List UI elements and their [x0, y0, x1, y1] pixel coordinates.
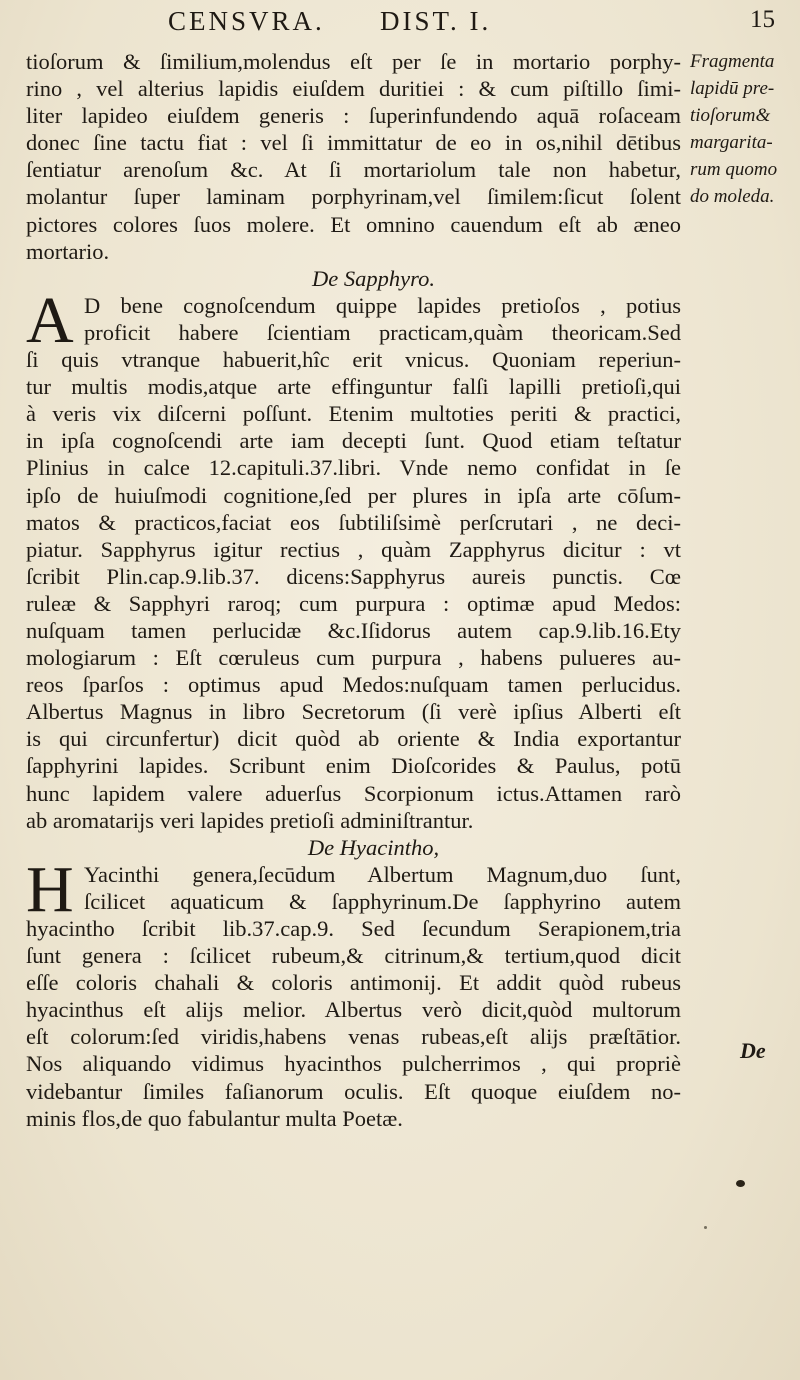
margin-note-line: tioſorum&: [690, 105, 771, 127]
running-head-dist: DIST. I.: [380, 6, 492, 36]
ink-spot: [704, 1226, 707, 1229]
text-line: Nos aliquando vidimus hyacinthos pulcherrimos , qui propriè: [26, 1051, 681, 1077]
text-line: rino , vel alterius lapidis eiuſdem duritiei : & cum piſtillo ſimi-: [26, 76, 681, 102]
section-heading-hyacintho: De Hyacintho,: [307, 834, 440, 860]
drop-cap-initial: H: [26, 852, 74, 926]
paragraph-sapphyro: [26, 283, 681, 834]
margin-note-line: do moleda.: [690, 186, 775, 208]
text-line: minis flos,de quo fabulantur multa Poetæ.: [26, 1105, 403, 1131]
text-line: ſcribit Plin.cap.9.lib.37. dicens:Sapphyrus aureis punctis. Cœ: [26, 563, 681, 589]
running-head: [168, 6, 648, 40]
text-line: videbantur ſimiles faſianorum oculis. Eſt quoque eiuſdem no-: [26, 1078, 681, 1104]
text-line: pictores colores ſuos molere. Et omnino cauendum eſt ab æneo: [26, 211, 681, 237]
text-line: eſt colorum:ſed viridis,habens venas rubeas,eſt alijs præſtātior.: [26, 1024, 681, 1050]
text-line: Albertus Magnus in libro Secretorum (ſi verè ipſius Alberti eſt: [26, 699, 681, 725]
text-line: tioſorum & ſimilium,molendus eſt per ſe in mortario porphy-: [26, 49, 681, 74]
text-line: D bene cognoſcendum quippe lapides pretioſos , potius: [84, 292, 681, 318]
text-line: matos & practicos,faciat eos ſubtiliſsimè perſcrutari , ne deci-: [26, 509, 681, 535]
text-line: mortario.: [26, 238, 110, 264]
text-line: molantur ſuper laminam porphyrinam,vel ſimilem:ſicut ſolent: [26, 184, 681, 210]
margin-note-line: rum quomo: [690, 159, 778, 181]
text-line: donec ſine tactu fiat : vel ſi immittatur de eo in os,nihil dētibus: [26, 130, 681, 156]
text-line: ſi quis vtranque habuerit,hîc erit vnicus. Quoniam reperiun-: [26, 347, 681, 373]
text-line: proficit habere ſcientiam practicam,quàm theoricam.Sed: [84, 319, 681, 345]
text-line: liter lapideo eiuſdem generis : ſuperinfundendo aquā roſaceam: [26, 103, 681, 129]
text-line: eſſe coloris chahali & coloris antimonij. Et addit quòd rubeus: [26, 970, 681, 996]
paragraph-hyacintho: [26, 852, 681, 1132]
text-line: ſapphyrini lapides. Scribunt enim Dioſcorides & Paulus, potū: [26, 753, 681, 779]
text-line: tur multis modis,atque arte effinguntur falſi lapilli pretioſi,qui: [26, 374, 681, 400]
text-line: ſunt genera : ſcilicet rubeum,& citrinum,& tertium,quod dicit: [26, 943, 681, 969]
text-line: Plinius in calce 12.capituli.37.libri. Vnde nemo confidat in ſe: [26, 455, 681, 481]
text-line: hyacintho ſcribit lib.37.cap.9. Sed ſecundum Serapionem,tria: [26, 916, 681, 941]
text-line: ipſo de huiuſmodi cognitione,ſed per plures in ipſa arte cōſum-: [26, 482, 681, 508]
text-line: Yacinthi genera,ſecūdum Albertum Magnum,duo ſunt,: [84, 861, 681, 887]
text-line: ſentiatur arenoſum &c. At ſi mortariolum tale non habetur,: [26, 157, 681, 183]
text-line: ruleæ & Sapphyri raroq; cum purpura : optimæ apud Medos:: [26, 590, 681, 616]
text-line: mologiarum : Eſt cœruleus cum purpura , habens pulueres au-: [26, 645, 681, 671]
text-line: hyacinthus eſt alijs melior. Albertus verò dicit,quòd multorum: [26, 997, 681, 1023]
text-line: reos ſparſos : optimus apud Medos:nuſquam tamen perlucidus.: [26, 672, 681, 698]
text-line: piatur. Sapphyrus igitur rectius , quàm Zapphyrus dicitur : vt: [26, 536, 681, 562]
main-text: [26, 48, 681, 1132]
section-heading-sapphyro: De Sapphyro.: [312, 265, 435, 291]
text-line: hunc lapidem valere aduerſus Scorpionum ictus.Attamen rarò: [26, 780, 681, 806]
ink-spot: [736, 1180, 745, 1187]
text-line: in ipſa cognoſcendi arte iam decepti ſunt. Quod etiam teſtatur: [26, 428, 681, 454]
margin-note-line: Fragmenta: [690, 51, 775, 72]
paragraph-continuation: [26, 48, 681, 265]
margin-note: [690, 48, 798, 211]
text-line: ab aromatarijs veri lapides pretioſi adminiſtrantur.: [26, 807, 474, 833]
margin-note-line: lapidū pre-: [690, 78, 775, 100]
margin-note-line: margarita-: [690, 132, 773, 154]
running-head-title: CENSVRA.: [168, 6, 325, 36]
page-number: 15: [750, 6, 775, 33]
drop-cap-initial: A: [26, 283, 74, 357]
text-line: nuſquam tamen perlucidæ &c.Iſidorus autem cap.9.lib.16.Ety: [26, 617, 681, 643]
catchword: De: [740, 1038, 766, 1063]
text-line: is qui circunfertur) dicit quòd ab oriente & India exportantur: [26, 726, 681, 752]
text-line: à veris vix diſcerni poſſunt. Etenim multoties periti & practici,: [26, 401, 681, 427]
text-line: ſcilicet aquaticum & ſapphyrinum.De ſapphyrino autem: [84, 888, 681, 914]
